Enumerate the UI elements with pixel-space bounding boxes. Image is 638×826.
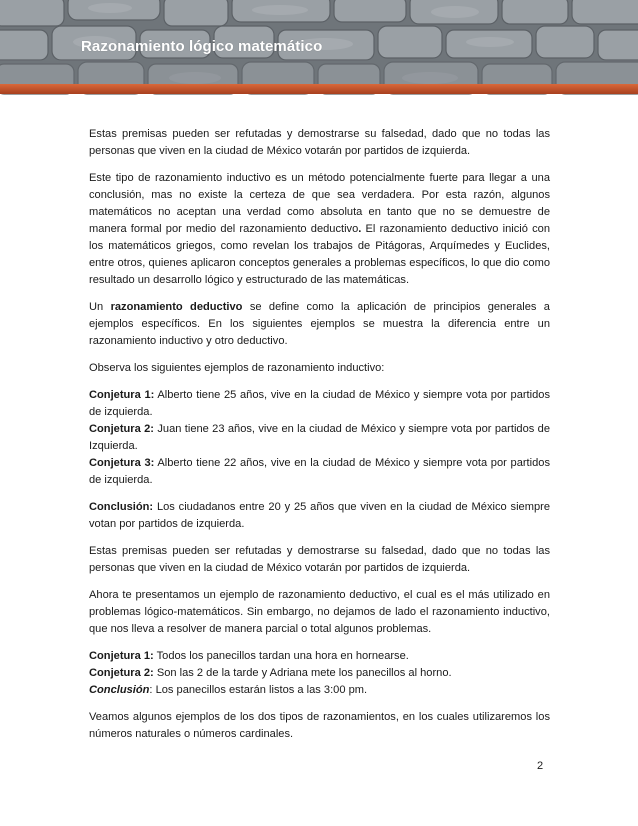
- paragraph-ejemplo-deductivo: Ahora te presentamos un ejemplo de razonamiento deductivo, el cual es el más utilizado en problemas lógico-matemáticos. Sin embargo, no dejamos de lado el razonamiento inductivo, que nos lleva a resolver de manera parcial o total algunos problemas.: [89, 589, 550, 635]
- page-number: 2: [537, 760, 544, 772]
- conjetura-text: Son las 2 de la tarde y Adriana mete los panecillos al horno.: [153, 667, 452, 679]
- conclusion-inductivo: [89, 499, 550, 533]
- paragraph-definicion-deductivo: [89, 299, 550, 350]
- conjetura-label: Conjetura 1:: [89, 650, 154, 662]
- conclusion-text: : Los panecillos estarán listos a las 3:00 pm.: [149, 684, 368, 696]
- conjetura-label: Conjetura 1:: [89, 389, 155, 401]
- document-body: [89, 126, 550, 753]
- conjetura-text: Todos los panecillos tardan una hora en hornearse.: [153, 650, 409, 662]
- conjetura-1-deductivo: [89, 648, 550, 665]
- header-banner: [0, 0, 638, 103]
- paragraph-premisas-intro: Estas premisas pueden ser refutadas y demostrarse su falsedad, dado que no todas las personas que viven en la ciudad de México votarán por partidos de izquierda.: [89, 128, 550, 157]
- conjetura-3-inductivo: [89, 455, 550, 489]
- conclusion-label: Conclusión: [89, 684, 150, 696]
- conjetura-label: Conjetura 2:: [89, 667, 154, 679]
- conclusion-deductivo: [89, 682, 550, 699]
- paragraph-premisas-refutadas: Estas premisas pueden ser refutadas y demostrarse su falsedad, dado que no todas las personas que viven en la ciudad de México votarán por partidos de izquierda.: [89, 545, 550, 574]
- paragraph-text: El razonamiento deductivo inició con los matemáticos griegos, como revelan los trabajos de Pitágoras, Arquímedes y Euclides, entre otros, quienes aplicaron conceptos generales a problemas específicos, lo que dio como resultado un desarrollo lógico y estructurado de las matemáticas.: [89, 223, 550, 286]
- conclusion-label: Conclusión:: [89, 501, 154, 513]
- conjetura-label: Conjetura 3:: [89, 457, 155, 469]
- conjetura-label: Conjetura 2:: [89, 423, 154, 435]
- paragraph-text: Un: [89, 301, 111, 313]
- bold-period: .: [358, 223, 362, 235]
- page-header-title: Razonamiento lógico matemático: [81, 38, 323, 55]
- paragraph-observa-ejemplos: Observa los siguientes ejemplos de razonamiento inductivo:: [89, 362, 385, 374]
- conjetura-text: Alberto tiene 25 años, vive en la ciudad de México y siempre vota por partidos de izquierda.: [89, 389, 550, 418]
- term-razonamiento-deductivo: razonamiento deductivo: [110, 301, 243, 313]
- conclusion-text: Los ciudadanos entre 20 y 25 años que viven en la ciudad de México siempre votan por partidos de izquierda.: [89, 501, 550, 530]
- paragraph-text: Este tipo de razonamiento inductivo es un método potencialmente fuerte para llegar a una conclusión, mas no existe la certeza de que sea verdadera. Por esta razón, algunos matemáticos no aceptan una verdad como absoluta en tanto que no se demuestre de manera formal por medio del razonamiento deductivo: [89, 172, 550, 235]
- conjetura-text: Juan tiene 23 años, vive en la ciudad de México y siempre vota por partidos de Izquierda.: [89, 423, 550, 452]
- paragraph-veamos-ejemplos: Veamos algunos ejemplos de los dos tipos de razonamientos, en los cuales utilizaremos los números naturales o números cardinales.: [89, 711, 550, 740]
- paragraph-inductivo-metodo: [89, 170, 550, 289]
- conjetura-text: Alberto tiene 22 años, vive en la ciudad de México y siempre vota por partidos de izquierda.: [89, 457, 550, 486]
- conjetura-2-inductivo: [89, 421, 550, 455]
- conjetura-1-inductivo: [89, 387, 550, 421]
- paragraph-text: se define como la aplicación de principios generales a ejemplos específicos. En los siguientes ejemplos se muestra la diferencia entre un razonamiento inductivo y otro deductivo.: [89, 301, 550, 347]
- conjetura-2-deductivo: [89, 665, 550, 682]
